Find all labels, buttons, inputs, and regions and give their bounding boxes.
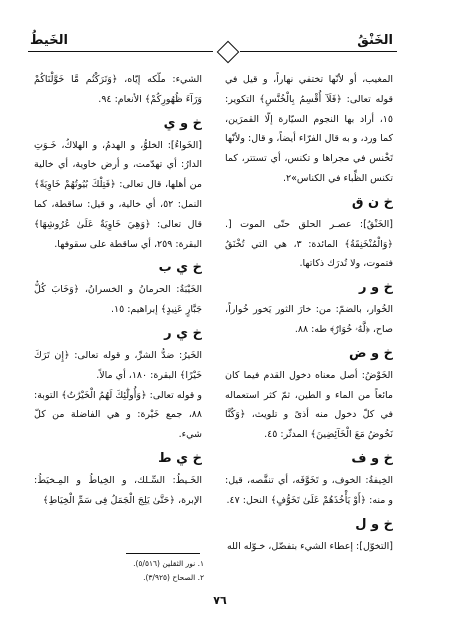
entry-root-heading: خ ن ق — [351, 194, 393, 210]
footnote-item: ٢. الصحاح (٣/٩٢٥). — [143, 573, 204, 582]
entry-paragraph: الخُوار، بالضمّ: من: خارَ الثور يَخور خُواراً، صاح، ﴿لَّهُۥ خُوَارٌ﴾ طه: ٨٨. — [225, 304, 393, 335]
entry-root-heading: خ ي ر — [164, 325, 202, 341]
entry-paragraph: المغيب، أو لأنّها تختفي نهاراً، و قيل في قوله تعالى: ﴿فَلَآ أُقْسِمُ بِالْخُنَّسِ﴾ التكوير: ١٥، أراد بها النجوم السيّارة إلّا القمرَين، كما ورد، و به قال الفرّاء أيضاً، و قال: ولأنّها تَخْنس في مجراها و تكنس، أي تستتر، كما تكنس الظِّباء في الكناس»٢. — [225, 74, 393, 184]
entry-root-heading: خ ي ط — [158, 450, 202, 466]
footnote-separator — [126, 553, 200, 554]
header-first-entry: الخَنْقُ — [357, 33, 393, 48]
entry-paragraph: و قوله تعالى: ﴿وَأُولَٰٓئِكَ لَهُمُ الْخَيْرَٰتُ﴾ التوبة: ٨٨، جمع خَيْرة: و هي الفاضلة من كلّ شيء. — [34, 389, 202, 441]
entry-paragraph: [الخَواءُ]: الخلوُّ، و الهدمُ، و الهلاكُ، خَـوَتِ الدارُ: أي تهدّمت، و أرض خاوية، أي خالية من أهلها، قال تعالى: ﴿فَتِلْكَ بُيُوتُهُمْ خَاوِيَةً﴾ النمل: ٥٢، أي خالية، و قيل: ساقطة، كما قال تعالى: ﴿وَهِيَ خَاوِيَةٌ عَلَىٰ عُرُوشِهَا﴾ البقرة: ٢٥٩، أي ساقطة على سقوفها. — [34, 139, 202, 250]
entry-root-heading: خ ي ب — [158, 260, 202, 276]
header-rule-right — [240, 51, 397, 52]
entry-paragraph: الخَيرُ: ضدُّ الشرِّ، و قوله تعالى: ﴿إِن تَرَكَ خَيْرًا﴾ البقرة: ١٨٠، أي مالاً. — [34, 349, 202, 381]
header-rule-left — [28, 51, 213, 52]
entry-paragraph: الخَيْبَةُ: الحرمانُ و الخسرانُ، ﴿وَخَابَ كُلُّ جَبَّارٍ عَنِيدٍ﴾ إبراهيم: ١٥. — [34, 284, 202, 316]
header-diamond-ornament — [217, 41, 240, 64]
entry-root-heading: خ و ي — [163, 115, 202, 131]
entry-paragraph: الخِيفةُ: الخوف، و تَخَوَّفَه، أي تنقَّصه، قيل: و منه: ﴿أَوْ يَأْخُذَهُمْ عَلَىٰ تَخَوُّفٍ﴾ النحل: ٤٧. — [225, 474, 393, 506]
right-column — [225, 70, 393, 556]
header-last-entry: الخَيطُ — [30, 33, 68, 48]
left-column — [34, 70, 202, 511]
entry-paragraph: الشيء: ملّكه إيّاه، ﴿وَتَرَكْتُم مَّا خَوَّلْنَاكُمْ وَرَآءَ ظُهُورِكُمْ﴾ الأنعام: ٩٤. — [34, 74, 202, 105]
page-header — [0, 0, 453, 70]
entry-paragraph: [التخوّل]: إعطاء الشيء بتفضّل، خـوّله الله — [226, 540, 393, 552]
footnotes — [34, 557, 204, 585]
entry-root-heading: خ و ض — [349, 345, 393, 361]
entry-root-heading: خ و ر — [359, 280, 393, 296]
entry-paragraph: [الخَنْقُ]: عصـر الحلق حتّى الموت [. ﴿وَالْمُنْخَنِقَةُ﴾ المائدة: ٣، هي التي تُخْنَقُ فتموت، ولا تُدرَك ذكاتها. — [225, 218, 393, 270]
entry-paragraph: الخَـيطُ: السِّـلك، و الخِياطُ و المِـخيَطُ: الإبرة، ﴿حَتَّىٰ يَلِجَ الْجَمَلُ فِى سَمِّ الْخِيَاطِ﴾ — [34, 474, 202, 506]
page-number: ٧٦ — [213, 594, 227, 607]
entry-root-heading: خ و ل — [355, 516, 393, 532]
entry-paragraph: الخَوْضُ: أصل معناه دخول القدم فيما كان مائعاً من الماء و الطين، ثمّ كثر استعماله في كلّ دخول منه أذىً و تلويث، ﴿وَكُنَّا نَخُوضُ مَعَ الْخَآئِضِينَ﴾ المدثّر: ٤٥. — [225, 369, 393, 441]
entry-root-heading: خ و ف — [351, 450, 393, 466]
footnote-item: ١. نور الثقلين (٥/٥١٦). — [133, 559, 204, 568]
